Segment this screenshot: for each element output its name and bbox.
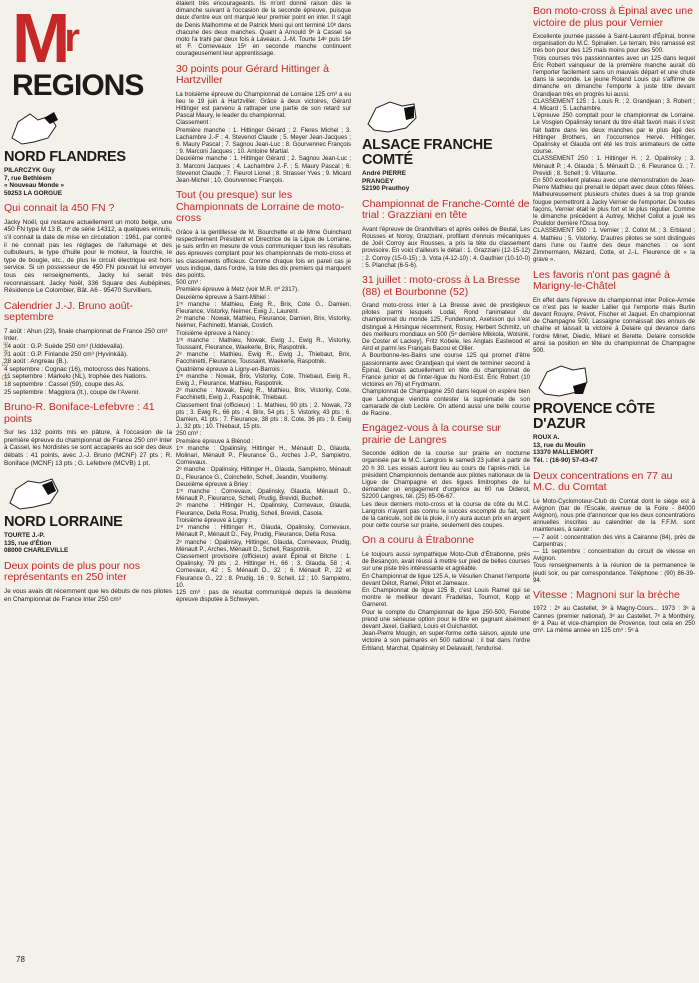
article-headline: On a couru à Étrabonne <box>362 534 475 547</box>
page-number: 78 <box>16 955 25 964</box>
article-headline: 30 points pour Gérard Hittinger à Hartzviller <box>176 62 329 87</box>
article-headline: Calendrier J.-J. Bruno août-septembre <box>4 299 133 324</box>
column-4 <box>533 0 695 983</box>
region-map-icon <box>4 473 172 513</box>
article-headline: Les favoris n'ont pas gagné à Marigny-le-Châtel <box>533 268 670 292</box>
article-headline: Deux concentrations en 77 au M.C. du Comtat <box>533 469 673 493</box>
region-map-icon <box>533 360 695 400</box>
region-map-icon <box>4 108 172 148</box>
article-body: Le Moto-Cyclomoteur-Club du Comtat dont le siège est à Avignon (bar de l'Escale, avenue de la Foire - 84000 Avignon), nous prie d'annoncer que les deux concentrations annuelles inscrites au calendrier de la F.F.M. sont maintenues, à savoir : — 7 août : concentration des vins à Cairanne (84), près de Carpentras ; — 11 septembre : concentration du circuit de vitesse en Avignon. Tous renseignements à la réunion de la permanence le jeudi soir, ou par correspondance. Téléphone : (90) 86-39-94. <box>533 497 695 584</box>
article-body: En effet dans l'épreuve du championnat inter Police-Armée ce n'est pas le leader Lallier qui l'emporte mais Burtin devant Rouyre, Prévot, Fischer et Jaquet. En championnat de Champagne 500, Lassaigne connaissait des ennuis de chaîne et laissait la victoire à Delaire qui devance dans l'ordre Minet, Diedic, Milani et Berette. Delaire consolide ainsi sa position en tête du championnat de Champagne 500. <box>533 296 695 354</box>
article-body: étaient très encourageants. Ils m'ont donné raison dès le dimanche suivant à l'occasion de la seconde épreuve, puisque deux d'entre eux ont marqué leur premier point en inter. Il s'agit de Denis Malhomme et de Patrick Meni qui ont terminé 10ᵉ dans chacune des deux manches. Quant à Arnould 9ᵉ à Cassel sa moto l'a trahi par deux fois à Laveaux. J.-M. Tourte 14ᵉ puis 16ᵉ et F. Corneveaux 15ᵉ en seconde manche continuent courageusement leur apprentissage. <box>176 0 351 58</box>
article-body: 1972 : 2ᵉ au Castellet, 3ᵉ à Magny-Cours... 1973 : 3ᵉ à Cannes (premier national), 3ᵉ au Castellet, 7ᵉ à Monthéry, 6ᵉ à Pau et vice-champion de Provence, tout cela en 250 cm³. La même année en 125 cm³ : 5ᵉ à <box>533 605 695 635</box>
region-contact: André PIERRE PRANGEY 52190 Prauthoy <box>362 170 410 193</box>
region-contact: PILARCZYK Guy 7, rue Bethléem « Nouveau Monde » 59253 LA GORGUE <box>4 167 65 197</box>
region-title: ALSACE FRANCHE COMTÉ <box>362 137 493 168</box>
side-credit: R. Bruno <box>1 340 10 380</box>
region-title: PROVENCE CÔTE D'AZUR <box>533 401 655 433</box>
article-body: Sur les 132 points mis en pâture, à l'occasion de la première épreuve du championnat de France 250 cm³ Inter à Cassel, les Nordistes se sont accaparés au soir des deux débats : 41 points, avec J.-J. Bruno (MCNF) 27 pts ; R. Boniface (MCNF) 13 pts ; G. Lefebvre (MCVB) 1 pt. <box>4 429 172 467</box>
article-body: Excellente journée passée à Saint-Laurent d'Épinal, bonne organisation du M.C. Spinalien. Le terrain, très ramassé est très bon pour des 125 mais moins pour des 500. Trois courses très passionnantes avec un 125 dans lequel Éric Robert vainqueur de la première manche aurait dû l'emporter facilement sans un mauvais départ et une chute dans la seconde. Le jeune Roland Louis qui s'affirme de dimanche en dimanche l'emporte à juste titre devant Grandjean très en progrès lui aussi. CLASSEMENT 125 : 1. Louis R. ; 2. Grandjean ; 3. Robert ; 4. Micard ; 5. Lachambre. L'épreuve 250 comptait pour le championnat de Lorraine. Le Vosgien Opalinsky tenant du titre était favori mais il s'est fait battre dans les deux manches par le plus âgé des Hittinger Brothers, en l'occurrence Hervé. Hittinger, Opalinsky et Glauda ont été les trois animateurs de cette course. CLASSEMENT 250 : 1. Hittinger H. ; 2. Opalinsky ; 3. Ménault P. ; 4. Glauda ; 5. Ménault D. ; 6. Fleurance G. ; 7. Previdi ; 8. Schell ; 9. Villaume. En 500 excellent plateau avec une démonstration de Jean-Pierre Mathieu qui prenait le départ avec deux côtes fêlées. Malheureusement plusieurs chutes dues à sa trop grande fougue permettront à Jacky Vernier de l'emporter. De toutes façons, Vernier était le plus fort et le plus régulier. Comme le dimanche précédent à Autrey, Michel Collot a joué les Poulidor derrière l'Ossa boy. CLASSEMENT 500 : 1. Vernier ; 2. Collot M. ; 3. Erbland ; 4. Mathieu ; 5. Vistorky. D'autres pilotes se sont distingués dans l'une ou l'autre des deux manches : ce sont Zimmermann, Mézard, Cotte, et J.-L. Fleurence dit « la grave ». <box>533 33 695 264</box>
region-title: NORD LORRAINE <box>4 514 123 531</box>
article-body: Je vous avais dit récemment que les débuts de nos pilotes en Championnat de France Inter 250 cm³ <box>4 587 172 603</box>
article-body: Avant l'épreuve de Grandvillars et après celles de Beutal, Les Rousses et Noroy, Grazziani, profitant d'ennuis mécaniques de Joël Corroy aux Rousses, a pris la tête du classement provisoire. En voici d'ailleurs le détail : 1. Grazziani (12-15-12) ; 2. Corroy (15-0-15) ; 3. Vota (4-12-10) ; 4. Gauthier (10-10-0) ; 5. Planchat (6-5-6). <box>362 225 530 269</box>
article-headline: Vitesse : Magnoni sur la brèche <box>533 588 680 601</box>
article-headline: Deux points de plus pour nos représentants en 250 inter <box>4 559 141 584</box>
article-headline: Tout (ou presque) sur les Championnats de Lorraine de moto-cross <box>176 189 345 225</box>
article-body: Grâce à la gentillesse de M. Bourchette et de Mme Guinchard respectivement Président et Directrice de la Ligue de Lorraine, je suis enfin en mesure de vous communiquer tous les résultats des épreuves comptant pour les championnats de moto-cross et les classements officieux. Comme chaque fois en pareil cas je vous indique, dans l'ordre, la liste des dix premiers qui marquent des points. 500 cm³ : Première épreuve à Metz (voir M.R. nº 2317). Deuxième épreuve à Saint-Mihiel : 1ʳᵉ manche : Mathieu, Ewig R., Brix, Cote G., Damien, Fleurance, Vistorky, Neimer, Ewig J., Laurent. 2ᵉ manche : Nowak, Mathieu, Fleurance, Damien, Brix, Vistorky, Neimer, Fachinetti, Maniak, Costich. Troisième épreuve à Nancy : 1ʳᵉ manche : Mathieu, Nowak, Ewig J., Ewig R., Vistorky, Toussaint, Fleurance, Waekerle, Brix, Raspotnik. 2ᵉ manche : Mathieu, Ewig R., Ewig J., Thiebaut, Brix, Facchinetti, Fleurance, Toussaint, Waekerle, Raspotnik. Quatrième épreuve à Ligny-en-Barrois : 1ʳᵉ manche : Nowak, Brix, Vistorky, Cote, Thiebaut, Ewig R., Ewig J., Fleurance, Mathieu, Raspotnik. 2ᵉ manche : Nowak, Ewig R., Mathieu, Brix, Vistorky, Cote, Facchinetti, Ewig J., Raspotnik, Thiebaut. Classement final (officieux) : 1. Mathieu, 90 pts ; 2. Nowak, 73 pts ; 3. Ewig R., 66 pts ; 4. Brix, 54 pts ; 5. Vistorky, 43 pts ; 6. Damien, 41 pts ; 7. Fleurance, 38 pts ; 8. Cote, 36 pts ; 9. Ewig J., 32 pts ; 10. Thiebaut, 15 pts. 250 cm³ : Première épreuve à Blénod : 1ʳᵉ manche : Opalinsky, Hittinger H., Ménault D., Glauda, Molinari, Ménault P., Fleurance G., Arches J.-P., Sampietro, Cornevaux. 2ᵉ manche : Opalinsky, Hittinger H., Glauda, Sampietro, Ménault D., Fleurance G., Coinchelin, Schell, Jeandin, Vouillemy. Deuxième épreuve à Briey : 1ʳᵉ manche : Cornevaux, Opalinsky, Glauda, Ménault D., Ménault P., Fleurance, Schell, Prudig, Brevidi, Buchelt. 2ᵉ manche : Hittinger H., Opalinsky, Cornevaux, Glauda, Fleurance, Della Rosa, Prudig, Schell, Brevidi, Casola. Troisième épreuve à Ligny : 1ʳᵉ manche : Hittinger H., Glauda, Opalinsky, Cornevaux, Ménault P., Ménault D., Fey, Prudig, Fleurance, Della Rosa. 2ᵉ manche : Opalinsky, Hittinger, Glauda, Cornevaux, Prudig, Ménault P., Arches, Ménault D., Schell, Raspotnik. Classement provisoire (officieux) avant Épinal et Bitche : 1. Opalinsky, 79 pts ; 2. Hittinger H., 66 ; 3. Glauda, 58 ; 4. Cornevaux, 42 ; 5. Ménault D., 32 ; 6. Ménault P., 22 et Fleurance G., 22 ; 8. Prudig, 16 ; 9. Schell, 12 ; 10. Sampietro, 10. 125 cm³ : pas de résultat communiqué depuis la deuxième épreuve disputée à Schweyen. <box>176 228 351 604</box>
magazine-logo: $M^r$ <box>12 0 80 77</box>
article-headline: 31 juillet : moto-cross à La Bresse (88) et Bourbonne (52) <box>362 274 521 298</box>
article-headline: Qui connait la 450 FN ? <box>4 202 115 215</box>
region-contact: ROUX A. 13, rue du Moulin 13370 MALLEMORT Tél. : (16-90) 57-43-47 <box>533 434 598 464</box>
region-map-icon <box>362 96 530 136</box>
article-body: Grand moto-cross inter à La Bresse avec de prestigieux pilotes parmi lesquels Lodal, Rond l'animateur du championnat du monde 125, Fundenund, Axelsson qui s'est distingué à Hirsingue récemment, Rossy, Herbert Schmitz, un des meilleurs mondiaux en 500 (5ᵉ dernière Mikkola, Wolsink, De Coster et Lackey), Fritz Kobele, les Anglais Eastwood et Aird et parmi les Français Bacou et Ollier. A Bourbonne-les-Bains une course 125 qui promet d'être passionnante avec Grandjean qui vient de terminer second à Épinal, Gervais actuellement en tête du championnat de France junior et de l'inter-ligue du Nord-Est. Éric Robert (10 victoires en 76) et Frydmann. Championnat de Champagne 250 dans lequel on espère bien que Lahongue viendra contester la suprématie de son camarade de club Leclère. On attend aussi une belle course de Racine. <box>362 302 530 418</box>
article-headline: Bon moto-cross à Épinal avec une victoire de plus pour Vernier <box>533 5 693 29</box>
column-3 <box>362 0 530 983</box>
article-headline: Engagez-vous à la course sur prairie de Langres <box>362 422 501 446</box>
column-1 <box>4 0 172 983</box>
section-title: REGIONS <box>12 69 144 102</box>
article-headline: Championnat de Franche-Comté de trial : Grazziani en tête <box>362 197 530 222</box>
article-body: 7 août : Ahun (23), finale championnat de France 250 cm³ Inter. 14 août : G.P. Suède 250 cm³ (Uddevalla). 21 août : G.P. Finlande 250 cm³ (Hyvinkää). 28 août : Angreau (B.). 4 septembre : Cognac (16), motocross des Nations. 11 septembre : Markelo (NL), trophée des Nations. 18 septembre : Cassel (59), coupe des As. 25 septembre : Maggiora (It.), coupe de l'Avenir. <box>4 327 168 396</box>
region-contact: TOURTE J.-P. 135, rue d'Étion 08000 CHARLEVILLE <box>4 532 69 555</box>
article-body: Seconde édition de la course sur prairie en nocturne organisée par le M.C. Langrois le samedi 23 juillet à partir de 20 h 30. Les essais auront lieu au cours de l'après-midi. Le président Championnois demande aux pilotes nationaux de la Ligue de Champagne et des ligues limitrophes de lui demander un engagement d'urgence au 60 rue Diderot, 52200 Langres, tél. (25) 85-06-67. Les deux derniers moto-cross et la course de côte du M.C. Langrois n'ayant pas connu le succès escompté du fait, soit de la canicule, soit de la pluie, il n'y aura aucun prix en argent pour cette course sur prairie, seulement des coupes. <box>362 450 530 530</box>
article-body: Jacky Noël, qui restaure actuellement un moto belge, une 450 FN type M 13 B, nº de série 14312, a quelques ennuis, s'il connait la date de mise en circulation : 1961, par contre il ne connait pas les réglages de l'allumage et des culbuteurs, le type d'huile pour le moteur, la fourche, le type de bougie, etc., de plus le circuit électrique est hors service. Si un possesseur de 450 FN pouvait lui envoyer tous ces renseignements, Jacky lui serait très reconnaissant. Jacky Noël, 336 Square des Aubépines, Résidence Le Colombier, Bât. A6 - 95470 Survilliers. <box>4 218 172 295</box>
region-title: NORD FLANDRES <box>4 149 126 165</box>
article-headline: Bruno-R. Boniface-Lefebvre : 41 points <box>4 401 155 425</box>
article-body: Le toujours aussi sympathique Moto-Club d'Étrabonne, près de Besançon, avait réussi à mettre sur pied de belles courses sur une piste très intéressante et agréable. En Championnat de ligue 125 A, le Vésulien Chanet l'emporte devant Détot, Ramel, Pillot et Jameaux. En Championnat de ligue 125 B, c'est Louis Ramel qui se montre le meilleur devant Fradellas, Tournot, Kopp et Garneret. Pour le compte du Championnat de ligue 250-500, Fierobe prend une sérieuse option pour le titre en gagnant aisément devant Jaxel, Gaillard, Louis et Guichardot. Jean-Pierre Mougin, en super-forme cette saison, ajoute une victoire à son palmarès en 500 national : il bat dans l'ordre Erbland, Marchal, Opalinsky et Delavault, l'endurisé. <box>362 550 530 652</box>
column-2 <box>176 0 351 983</box>
article-body: La troisième épreuve du Championnat de Lorraine 125 cm³ a eu lieu le 19 juin à Hartzviller. Grâce à deux victoires, Gérard Hittinger est parvenu à rattraper une partie de son retard sur Pascal Maury, le leader du championnat. Classement : Première manche : 1. Hittinger Gérard ; 2. Fleres Michel ; 3. Lachambre J.-F ; 4. Stevenot Claude ; 5. Meyer Jean-Jacques ; 6. Maury Pascal ; 7. Sagnou Jean-Luc ; 8. Gourvennec François ; 9. Marconi Jacques ; 10. Antoine Martial. Deuxième manche : 1. Hittinger Gérard ; 2. Sagnou Jean-Luc ; 3. Marconi Jacques ; 4. Lachambre J.-F. ; 5. Maury Pascal ; 6. Stevenot Claude ; 7. Fleurot Lionel ; 8. Strasser Yves ; 9. Micard Jean-Michel ; 10. Gourvennec François. <box>176 90 351 185</box>
